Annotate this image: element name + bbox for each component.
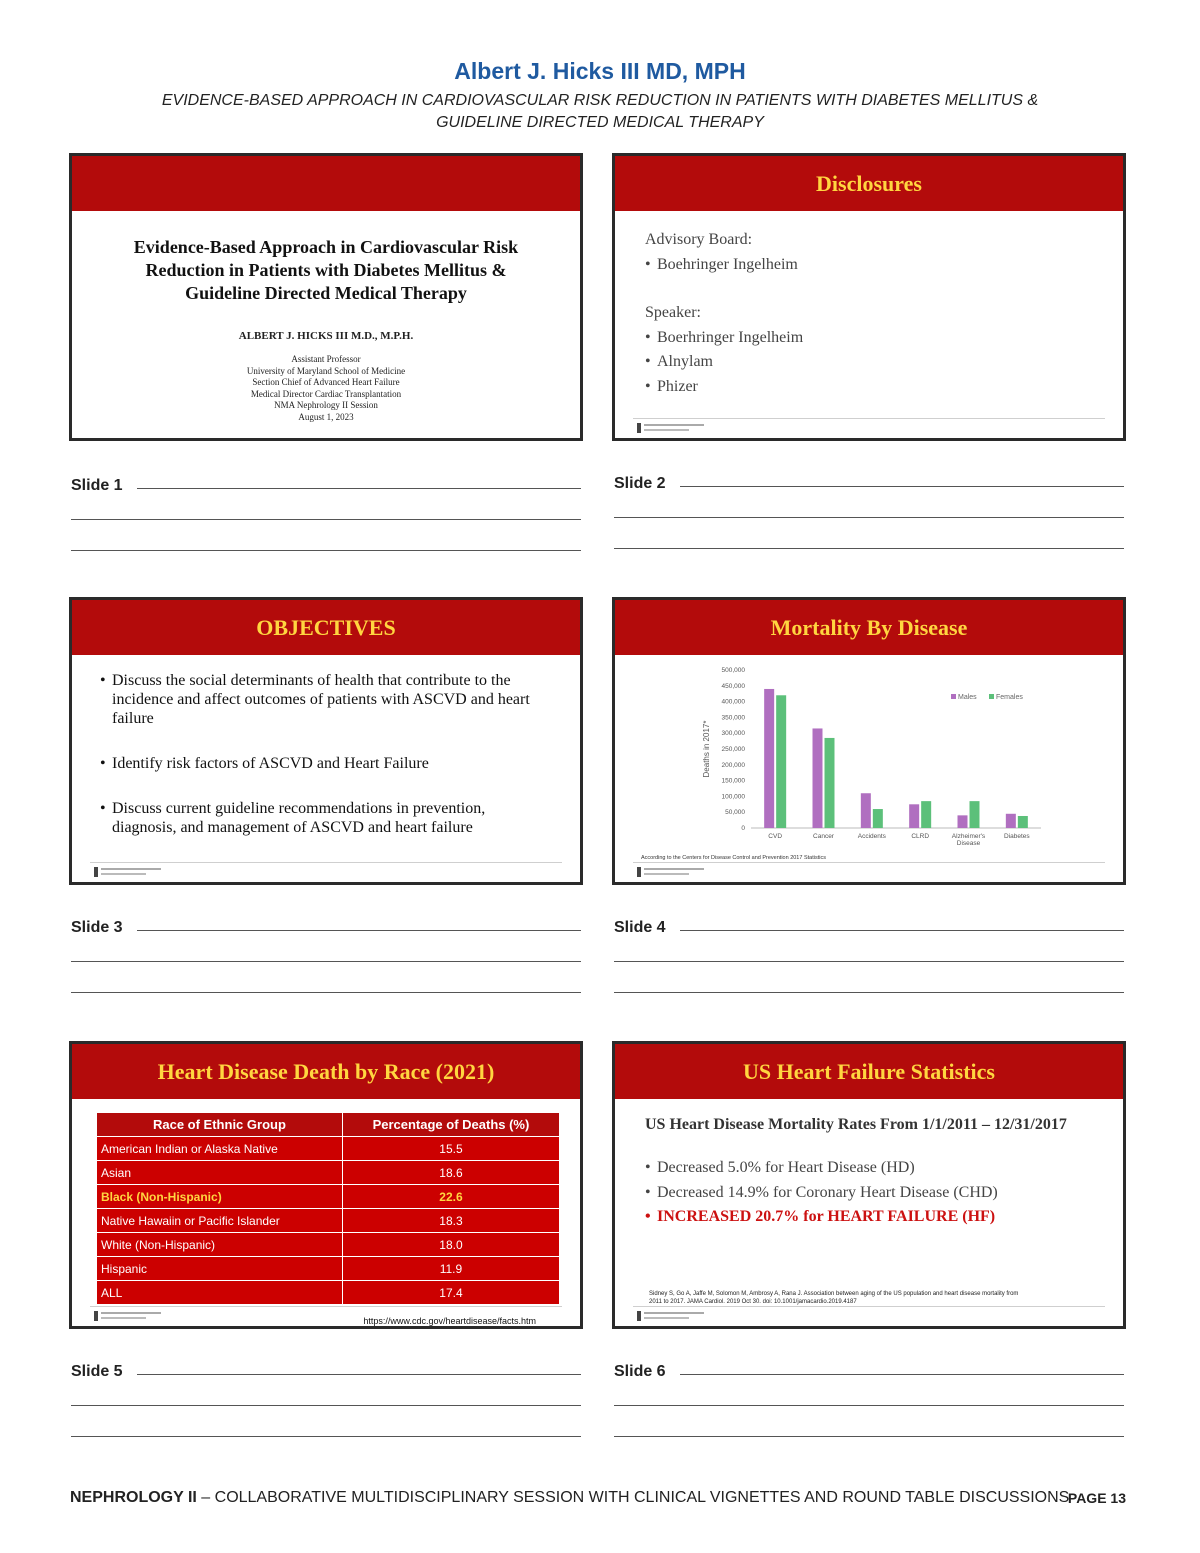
slide-footer-line	[633, 862, 1105, 863]
speaker-label: Speaker:	[645, 304, 701, 321]
y-tick-label: 300,000	[721, 730, 745, 738]
note-line	[71, 550, 581, 551]
slide-1-title-line-3: Guideline Directed Medical Therapy	[185, 283, 467, 303]
x-tick-label: CVD	[768, 833, 783, 840]
note-line	[137, 1374, 581, 1375]
y-tick-label: 200,000	[721, 761, 745, 769]
y-tick-label: 350,000	[721, 714, 745, 722]
slide-label: Slide 3	[71, 919, 123, 936]
y-tick-label: 150,000	[721, 777, 745, 785]
legend-label: Males	[958, 694, 977, 701]
legend-swatch	[989, 694, 994, 699]
percentage-cell: 11.9	[342, 1257, 559, 1281]
y-axis-label: Deaths in 2017*	[702, 720, 711, 778]
objective-item: • Discuss the social determinants of health that contribute to the incidence and affect outcomes of patients with ASCVD and heart failure	[100, 671, 550, 728]
bar-females	[825, 738, 835, 828]
slide-1-info-line: NMA Nephrology II Session	[274, 400, 378, 411]
slide-4	[612, 597, 1126, 885]
slide-label: Slide 2	[614, 475, 666, 492]
subtitle-line-2: GUIDELINE DIRECTED MEDICAL THERAPY	[436, 114, 764, 131]
percentage-cell: 17.4	[342, 1281, 559, 1305]
note-line	[614, 1436, 1124, 1437]
y-tick-label: 0	[741, 825, 745, 832]
note-line	[137, 930, 581, 931]
notes-slide-5	[71, 1363, 585, 1433]
subtitle-line-1: EVIDENCE-BASED APPROACH IN CARDIOVASCULAR RISK REDUCTION IN PATIENTS WITH DIABETES MELLITUS &	[161, 92, 1039, 109]
slide-1	[69, 153, 583, 441]
slide-label: Slide 4	[614, 919, 666, 936]
note-line	[614, 548, 1124, 549]
footer-session-description: – COLLABORATIVE MULTIDISCIPLINARY SESSION WITH CLINICAL VIGNETTES AND ROUND TABLE DISCUSSIONS	[196, 1489, 1070, 1506]
y-tick-label: 100,000	[721, 793, 745, 801]
citation-line: 2011 to 2017. JAMA Cardiol. 2019 Oct 30. doi: 10.1001/jamacardio.2019.4187	[649, 1299, 857, 1305]
statistic-highlight: • INCREASED 20.7% for HEART FAILURE (HF)	[645, 1205, 998, 1230]
y-tick-label: 500,000	[721, 667, 745, 674]
statistic-item: • Decreased 5.0% for Heart Disease (HD)	[645, 1156, 998, 1181]
race-group-cell: American Indian or Alaska Native	[97, 1137, 343, 1161]
column-header: Race of Ethnic Group	[97, 1113, 343, 1137]
y-tick-label: 400,000	[721, 698, 745, 706]
chart-source-note: According to the Centers for Disease Control and Prevention 2017 Statistics	[641, 855, 826, 861]
bar-females	[921, 801, 931, 828]
slide-1-title-line-1: Evidence-Based Approach in Cardiovascular Risk	[133, 237, 519, 257]
footer-session-name: NEPHROLOGY II	[70, 1489, 197, 1506]
notes-slide-1	[71, 477, 585, 547]
y-tick-label: 50,000	[725, 809, 745, 817]
bar-males	[1006, 814, 1016, 828]
bar-females	[1018, 816, 1028, 828]
y-tick-label: 250,000	[721, 746, 745, 753]
bar-males	[813, 728, 823, 828]
note-line	[614, 1405, 1124, 1406]
bar-males	[909, 804, 919, 828]
table-row	[97, 1281, 560, 1305]
university-logo	[637, 1311, 707, 1321]
notes-slide-4	[614, 919, 1128, 989]
table-row-highlighted	[97, 1185, 560, 1209]
x-tick-label: Cancer	[813, 833, 834, 840]
page-number: PAGE 13	[1067, 1490, 1126, 1506]
notes-slide-6	[614, 1363, 1128, 1433]
percentage-cell: 18.6	[342, 1161, 559, 1185]
bar-females	[970, 801, 980, 828]
x-tick-label: CLRD	[911, 833, 930, 840]
race-group-cell: White (Non-Hispanic)	[97, 1233, 343, 1257]
column-header: Percentage of Deaths (%)	[342, 1113, 559, 1137]
race-death-table	[96, 1112, 560, 1305]
university-logo	[94, 1311, 164, 1321]
slide-3-title: OBJECTIVES	[256, 615, 396, 640]
slide-1-title-band	[72, 156, 580, 211]
slide-5	[69, 1041, 583, 1329]
slide-label: Slide 6	[614, 1363, 666, 1380]
race-group-cell: Hispanic	[97, 1257, 343, 1281]
y-tick-label: 450,000	[721, 682, 745, 690]
note-line	[71, 1436, 581, 1437]
x-tick-label: Diabetes	[1004, 833, 1030, 840]
note-line	[71, 519, 581, 520]
slide-1-title-line-2: Reduction in Patients with Diabetes Mellitus &	[145, 260, 507, 280]
university-logo	[637, 867, 707, 877]
slide-6-heading: US Heart Disease Mortality Rates From 1/1/2011 – 12/31/2017	[645, 1116, 1067, 1133]
slide-2-title: Disclosures	[816, 171, 922, 196]
table-row	[97, 1161, 560, 1185]
slide-2	[612, 153, 1126, 441]
slide-label: Slide 1	[71, 477, 123, 494]
author-name: Albert J. Hicks III MD, MPH	[454, 58, 746, 84]
mortality-bar-chart	[615, 662, 1123, 862]
note-line	[680, 1374, 1124, 1375]
note-line	[71, 1405, 581, 1406]
table-row	[97, 1137, 560, 1161]
table-row	[97, 1257, 560, 1281]
speaker-item: • Boerhringer Ingelheim	[645, 326, 803, 351]
document-subtitle	[0, 90, 1200, 134]
slide-1-info-line: August 1, 2023	[298, 411, 354, 422]
page-footer	[70, 1489, 1069, 1507]
note-line	[614, 961, 1124, 962]
bar-males	[861, 793, 871, 828]
slide-label: Slide 5	[71, 1363, 123, 1380]
table-source-url: https://www.cdc.gov/heartdisease/facts.htm	[363, 1316, 536, 1326]
bar-males	[958, 815, 968, 828]
note-line	[680, 930, 1124, 931]
note-line	[71, 992, 581, 993]
objective-item: • Identify risk factors of ASCVD and Heart Failure	[100, 754, 550, 773]
notes-slide-2	[614, 475, 1128, 545]
slide-1-info-line: Assistant Professor	[291, 354, 361, 364]
slide-footer-line	[90, 1306, 562, 1307]
slide-footer-line	[633, 418, 1105, 419]
speaker-item: • Phizer	[645, 375, 803, 400]
race-group-cell: ALL	[97, 1281, 343, 1305]
percentage-cell: 18.0	[342, 1233, 559, 1257]
bar-males	[764, 689, 774, 828]
university-logo	[94, 867, 164, 877]
slide-6-title: US Heart Failure Statistics	[743, 1059, 995, 1084]
table-header-row	[97, 1113, 560, 1137]
percentage-cell: 15.5	[342, 1137, 559, 1161]
advisory-board-label: Advisory Board:	[645, 231, 753, 248]
slide-5-title: Heart Disease Death by Race (2021)	[157, 1059, 495, 1084]
slide-3	[69, 597, 583, 885]
race-group-cell: Black (Non-Hispanic)	[97, 1185, 343, 1209]
slide-1-author: ALBERT J. HICKS III M.D., M.P.H.	[238, 330, 414, 342]
bar-females	[776, 695, 786, 828]
citation-line: Sidney S, Go A, Jaffe M, Solomon M, Ambrosy A, Rana J. Association between aging of the US population and heart disease mortality from	[649, 1291, 1019, 1297]
note-line	[71, 961, 581, 962]
speaker-item: • Alnylam	[645, 350, 803, 375]
legend-swatch	[951, 694, 956, 699]
table-row	[97, 1233, 560, 1257]
race-group-cell: Asian	[97, 1161, 343, 1185]
note-line	[680, 486, 1124, 487]
bar-females	[873, 809, 883, 828]
percentage-cell: 18.3	[342, 1209, 559, 1233]
slide-1-info-line: Section Chief of Advanced Heart Failure	[252, 377, 400, 388]
slide-footer-line	[633, 1306, 1105, 1307]
race-group-cell: Native Hawaiin or Pacific Islander	[97, 1209, 343, 1233]
slide-1-info-line: University of Maryland School of Medicine	[246, 365, 406, 376]
note-line	[614, 992, 1124, 993]
legend-label: Females	[996, 694, 1023, 701]
slide-4-title: Mortality By Disease	[770, 615, 968, 640]
slide-6	[612, 1041, 1126, 1329]
objective-item: • Discuss current guideline recommendations in prevention, diagnosis, and management of ASCVD and heart failure	[100, 799, 550, 837]
statistic-item: • Decreased 14.9% for Coronary Heart Disease (CHD)	[645, 1181, 998, 1206]
advisory-item: • Boehringer Ingelheim	[645, 253, 803, 278]
x-tick-label: Alzheimer's Disease	[951, 833, 986, 847]
university-logo	[637, 423, 707, 433]
percentage-cell: 22.6	[342, 1185, 559, 1209]
note-line	[614, 517, 1124, 518]
note-line	[137, 488, 581, 489]
slide-footer-line	[90, 862, 562, 863]
x-tick-label: Accidents	[857, 833, 886, 840]
slide-1-info-line: Medical Director Cardiac Transplantation	[250, 388, 402, 399]
notes-slide-3	[71, 919, 585, 989]
table-row	[97, 1209, 560, 1233]
